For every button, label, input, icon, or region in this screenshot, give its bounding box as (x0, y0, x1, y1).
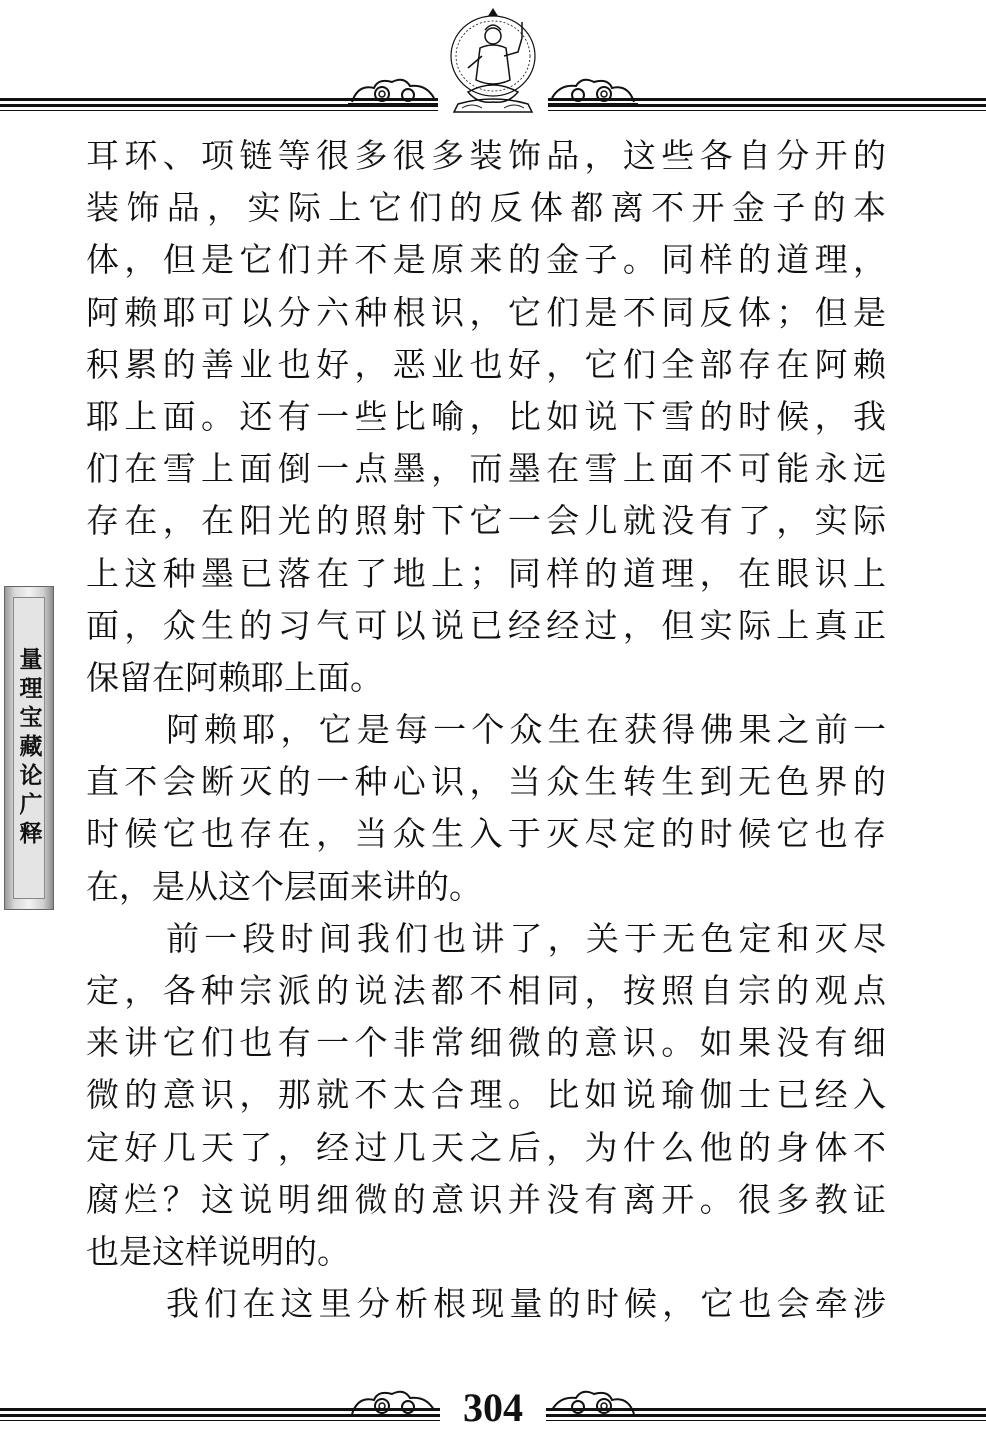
cloud-ornament-icon (348, 1388, 440, 1420)
text-line: 保留在阿赖耶上面。 (86, 657, 383, 697)
text-line: 时候它也存在，当众生入于灭尽定的时候它也存 (86, 814, 886, 854)
side-tab (4, 586, 54, 910)
text-line: 我们在这里分析根现量的时候，它也会牵涉 (166, 1284, 886, 1324)
page-number: 304 (440, 1384, 546, 1432)
side-tab-title: 量理宝藏论广释 (13, 597, 45, 899)
text-line: 直不会断灭的一种心识，当众生转生到无色界的 (86, 762, 886, 802)
text-line: 腐烂？这说明细微的意识并没有离开。很多教证 (86, 1179, 886, 1219)
text-line: 微的意识，那就不太合理。比如说瑜伽士已经入 (86, 1075, 886, 1115)
text-line: 定好几天了，经过几天之后，为什么他的身体不 (86, 1127, 886, 1167)
text-line: 来讲它们也有一个非常细微的意识。如果没有细 (86, 1023, 886, 1063)
text-line: 面，众生的习气可以说已经经过，但实际上真正 (86, 605, 886, 645)
text-line: 装饰品，实际上它们的反体都离不开金子的本 (86, 188, 886, 228)
deity-emblem-icon (438, 8, 548, 120)
text-line: 耶上面。还有一些比喻，比如说下雪的时候，我 (86, 396, 886, 436)
text-line: 定，各种宗派的说法都不相同，按照自宗的观点 (86, 971, 886, 1010)
text-line: 阿赖耶可以分六种根识，它们是不同反体；但是 (86, 292, 886, 332)
body-text (86, 130, 886, 1330)
cloud-ornament-icon (546, 76, 638, 108)
text-line: 耳环、项链等很多很多装饰品，这些各自分开的 (86, 136, 886, 175)
text-line: 存在，在阳光的照射下它一会儿就没有了，实际 (86, 501, 886, 541)
cloud-ornament-icon (546, 1388, 638, 1420)
text-line: 也是这样说明的。 (86, 1231, 350, 1271)
text-line: 前一段时间我们也讲了，关于无色定和灭尽 (166, 918, 886, 958)
text-line: 阿赖耶，它是每一个众生在获得佛果之前一 (166, 710, 886, 750)
cloud-ornament-icon (348, 76, 440, 108)
text-line: 在，是从这个层面来讲的。 (86, 866, 482, 906)
text-line: 们在雪上面倒一点墨，而墨在雪上面不可能永远 (86, 449, 886, 489)
text-line: 积累的善业也好，恶业也好，它们全部存在阿赖 (86, 344, 886, 384)
text-line: 上这种墨已落在了地上；同样的道理，在眼识上 (86, 553, 886, 593)
text-line: 体，但是它们并不是原来的金子。同样的道理， (86, 240, 886, 280)
